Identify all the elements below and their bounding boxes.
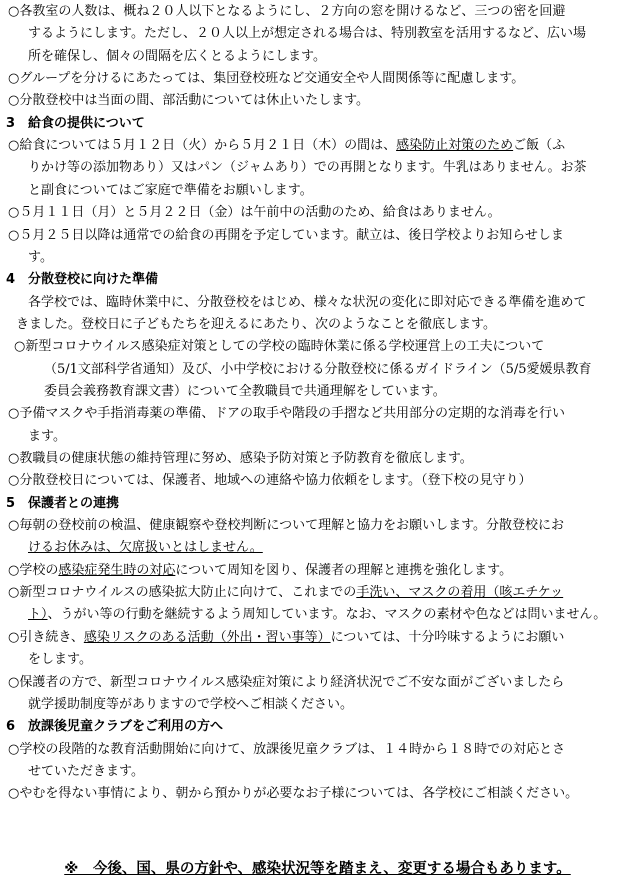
- text-line: [28, 537, 263, 558]
- line-text: 給食については５月１２日（火）から５月２１日（木）の間は、: [19, 138, 397, 154]
- paragraph-line: [28, 292, 586, 313]
- line-text: 分散登校中は当面の間、部活動については休止いたします。: [19, 93, 370, 109]
- text-line: [28, 649, 92, 670]
- bullet-circle-icon: ○: [14, 339, 26, 355]
- line-text: 新型コロナウイルス感染症対策としての学校の臨時休業に係る学校運営上の工夫について: [25, 339, 545, 355]
- bullet-circle-icon: ○: [8, 406, 20, 422]
- bullet-circle-icon: ○: [8, 93, 20, 109]
- line-text: グループを分けるにあたっては、集団登校班など交通安全や人間関係等に配慮します。: [19, 71, 525, 87]
- line-text: ます。: [28, 428, 66, 444]
- text-line: [28, 694, 353, 715]
- bullet-item: [8, 225, 564, 246]
- underlined-text: ト）: [28, 607, 48, 623]
- text-line: [44, 381, 446, 402]
- text-line: [28, 46, 326, 67]
- bullet-item: [8, 202, 501, 223]
- line-text: りかけ等の添加物あり）又はパン（ジャムあり）での再開となります。牛乳はありません。お茶: [28, 160, 587, 176]
- section-heading: [6, 113, 145, 134]
- line-text: 学校の: [19, 562, 59, 578]
- line-text: ご飯（ふ: [513, 138, 566, 154]
- line-text: きました。登校日に子どもたちを迎えるにあたり、次のようなことを徹底します。: [16, 316, 496, 332]
- line-text: ５月１１日（月）と５月２２日（金）は午前中の活動のため、給食はありません。: [19, 205, 501, 221]
- bullet-item: [8, 582, 563, 603]
- text-line: [28, 23, 586, 44]
- line-text: 学校の段階的な教育活動開始に向けて、放課後児童クラブは、１４時から１８時での対応とさ: [19, 741, 566, 757]
- bullet-item: [8, 739, 565, 760]
- line-text: 3 給食の提供について: [6, 115, 145, 131]
- line-text: 各教室の人数は、概ね２０人以下となるようにし、２方向の窓を開けるなど、三つの密を回避: [19, 4, 566, 19]
- underlined-text: 感染リスクのある活動（外出・習い事等）: [83, 629, 331, 645]
- line-text: ５月２５日以降は通常での給食の再開を予定しています。献立は、後日学校よりお知らせしま: [19, 227, 564, 243]
- bullet-item: [8, 515, 564, 536]
- text-line: [28, 247, 53, 268]
- bullet-item: [8, 1, 565, 22]
- line-text: 各学校では、臨時休業中に、分散登校をはじめ、様々な状況の変化に即対応できる準備を進めて: [28, 294, 587, 310]
- line-text: 委員会義務教育課文書）について全教職員で共通理解をしています。: [44, 383, 446, 399]
- bullet-item: [8, 470, 532, 491]
- line-text: 6 放課後児童クラブをご利用の方へ: [6, 719, 224, 735]
- line-text: については、十分吟味するようにお願い: [330, 629, 565, 645]
- bullet-circle-icon: ○: [8, 585, 20, 601]
- underlined-text: 手洗い、マスクの着用（咳エチケッ: [356, 585, 564, 601]
- bullet-item: [8, 560, 512, 581]
- bullet-circle-icon: ○: [8, 227, 20, 243]
- bullet-circle-icon: ○: [8, 473, 20, 489]
- section-heading: [6, 269, 158, 290]
- bullet-circle-icon: ○: [8, 562, 20, 578]
- text-line: [28, 426, 66, 447]
- bullet-item: [8, 448, 473, 469]
- bullet-item: [8, 90, 369, 111]
- bullet-circle-icon: ○: [8, 674, 20, 690]
- section-heading: [6, 493, 119, 514]
- line-text: （5/1文部科学省通知）及び、小中学校における分散登校に係るガイドライン（5/5愛媛県教育: [44, 361, 592, 377]
- bullet-item: [8, 135, 565, 156]
- bullet-item: [8, 627, 564, 648]
- bullet-circle-icon: ○: [8, 518, 20, 534]
- text-line: [28, 157, 586, 178]
- line-text: 所を確保し、個々の間隔を広くとるようにします。: [28, 48, 326, 64]
- line-text: と副食についてはご家庭で準備をお願いします。: [28, 182, 313, 198]
- line-text: 5 保護者との連携: [6, 495, 120, 511]
- underlined-text: 感染防止対策のため: [396, 138, 514, 154]
- text-line: [44, 359, 592, 380]
- line-text: をします。: [28, 652, 92, 668]
- bullet-circle-icon: ○: [8, 4, 20, 19]
- line-text: 分散登校日については、保護者、地域への連絡や協力依頼をします。（登下校の見守り）: [19, 473, 532, 489]
- line-text: 予備マスクや手指消毒薬の準備、ドアの取手や階段の手摺など共用部分の定期的な消毒を行い: [19, 406, 565, 422]
- bullet-circle-icon: ○: [8, 629, 20, 645]
- bullet-item: [8, 68, 524, 89]
- section-heading: [6, 716, 223, 737]
- line-text: 引き続き、: [19, 629, 84, 645]
- line-text: 4 分散登校に向けた準備: [6, 272, 159, 288]
- line-text: 保護者の方で、新型コロナウイルス感染症対策により経済状況でご不安な面がございましたら: [19, 674, 565, 690]
- line-text: するようにします。ただし、２０人以上が想定される場合は、特別教室を活用するなど、広い場: [28, 26, 586, 42]
- underlined-text: 感染症発生時の対応: [58, 562, 176, 578]
- line-text: せていただきます。: [28, 763, 144, 779]
- bullet-item: [14, 336, 544, 357]
- text-line: [28, 604, 606, 625]
- bullet-item: [8, 672, 564, 693]
- text-line: [28, 180, 313, 201]
- bullet-circle-icon: ○: [8, 786, 20, 802]
- bullet-circle-icon: ○: [8, 205, 20, 221]
- bullet-circle-icon: ○: [8, 71, 20, 87]
- line-text: 就学援助制度等がありますので学校へご相談ください。: [28, 696, 354, 712]
- line-text: やむを得ない事情により、朝から預かりが必要なお子様については、各学校にご相談ください。: [19, 786, 579, 802]
- bullet-circle-icon: ○: [8, 138, 20, 154]
- bullet-circle-icon: ○: [8, 741, 20, 757]
- line-text: す。: [28, 249, 53, 265]
- footer-note: ※ 今後、国、県の方針や、感染状況等を踏まえ、変更する場合もあります。: [64, 861, 571, 877]
- line-text: 教職員の健康状態の維持管理に努め、感染予防対策と予防教育を徹底します。: [19, 451, 473, 466]
- line-text: について周知を図り、保護者の理解と連携を強化します。: [175, 562, 513, 578]
- line-text: 、うがい等の行動を継続するよう周知しています。なお、マスクの素材や色などは問いません。: [47, 607, 607, 623]
- bullet-item: [8, 403, 565, 424]
- underlined-text: けるお休みは、欠席扱いとはしません。: [28, 540, 263, 556]
- bullet-item: [8, 783, 578, 804]
- line-text: 新型コロナウイルスの感染拡大防止に向けて、これまでの: [19, 585, 357, 601]
- bullet-circle-icon: ○: [8, 451, 20, 466]
- line-text: 毎朝の登校前の検温、健康観察や登校判断について理解と協力をお願いします。分散登校にお: [19, 518, 565, 534]
- text-line: [28, 761, 144, 782]
- paragraph-line: [16, 314, 496, 335]
